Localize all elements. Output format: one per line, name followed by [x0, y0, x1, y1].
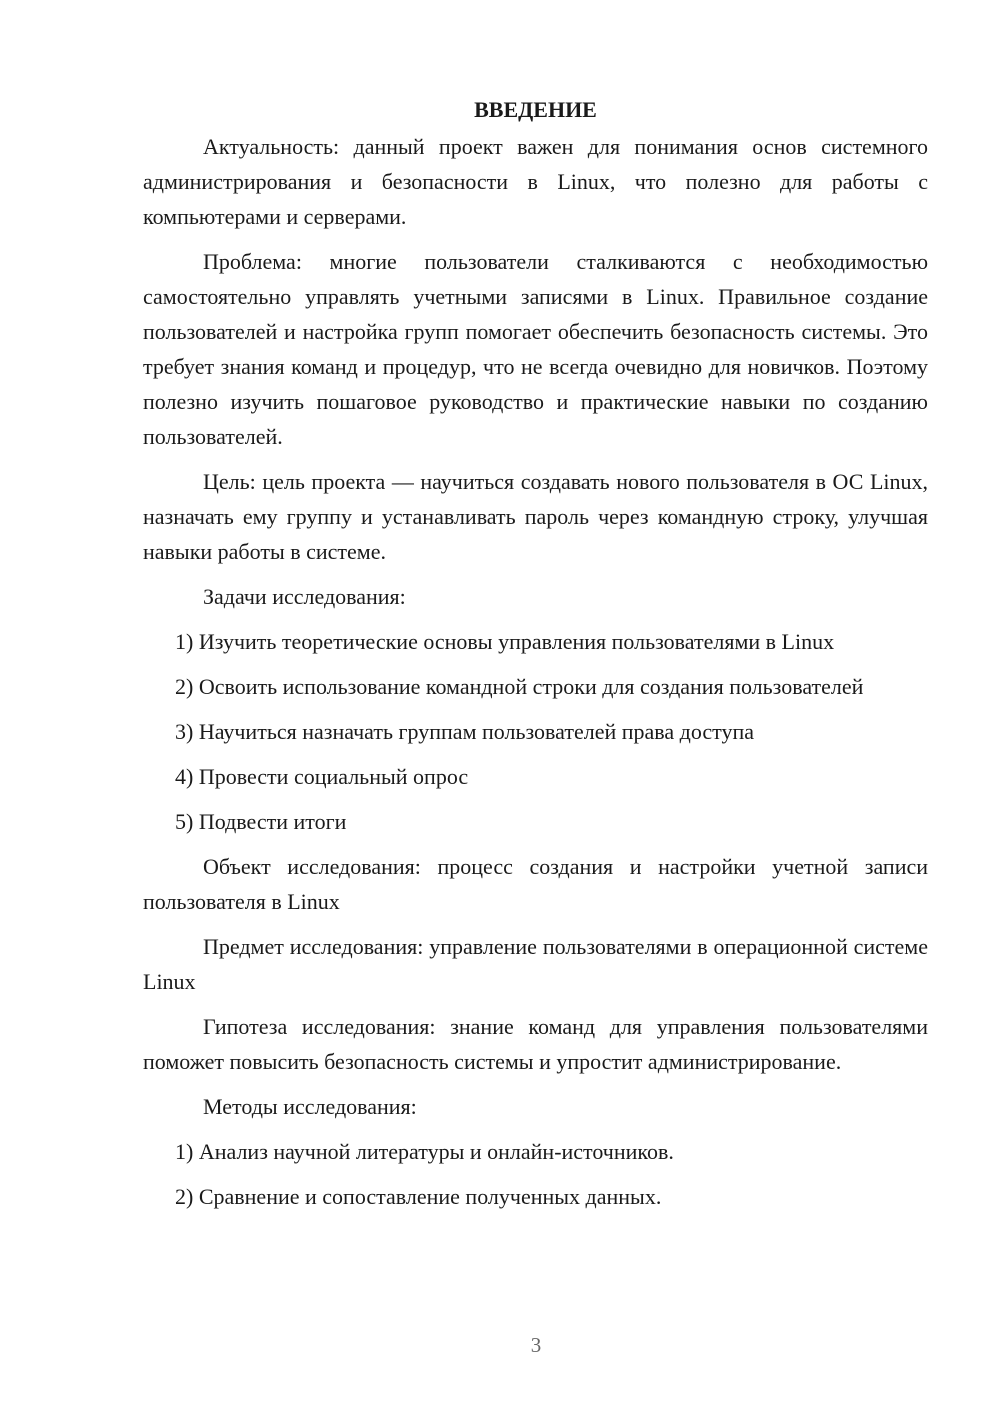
section-title: ВВЕДЕНИЕ [474, 97, 597, 122]
task-item-2: 2) Освоить использование командной строки для создания пользователей [175, 674, 864, 699]
task-item-1: 1) Изучить теоретические основы управления пользователями в Linux [175, 629, 835, 654]
task-item-5: 5) Подвести итоги [175, 809, 347, 834]
relevance-paragraph: Актуальность: данный проект важен для понимания основ системного администрирования и безопасности в Linux, что полезно для работы с компьютерами и серверами. [143, 134, 928, 229]
task-item-4: 4) Провести социальный опрос [175, 764, 469, 789]
hypothesis-paragraph: Гипотеза исследования: знание команд для управления пользователями поможет повысить безопасность системы и упростит администрирование. [143, 1014, 928, 1074]
task-item-3: 3) Научиться назначать группам пользователей права доступа [175, 719, 755, 744]
subject-paragraph: Предмет исследования: управление пользователями в операционной системе Linux [143, 934, 928, 994]
methods-heading: Методы исследования: [203, 1094, 417, 1119]
goal-paragraph: Цель: цель проекта — научиться создавать нового пользователя в ОС Linux, назначать ему группу и устанавливать пароль через командную строку, улучшая навыки работы в системе. [143, 469, 928, 564]
document-page [143, 92, 928, 1224]
object-paragraph: Объект исследования: процесс создания и настройки учетной записи пользователя в Linux [143, 854, 928, 914]
method-item-2: 2) Сравнение и сопоставление полученных данных. [175, 1184, 662, 1209]
problem-paragraph: Проблема: многие пользователи сталкиваются с необходимостью самостоятельно управлять учетными записями в Linux. Правильное создание пользователей и настройка групп помогает обеспечить безопасность системы. Это требует знания команд и процедур, что не всегда очевидно для новичков. Поэтому полезно изучить пошаговое руководство и практические навыки по созданию пользователей. [143, 249, 928, 449]
tasks-heading: Задачи исследования: [203, 584, 406, 609]
method-item-1: 1) Анализ научной литературы и онлайн-источников. [175, 1139, 674, 1164]
page-number: 3 [530, 1333, 542, 1357]
